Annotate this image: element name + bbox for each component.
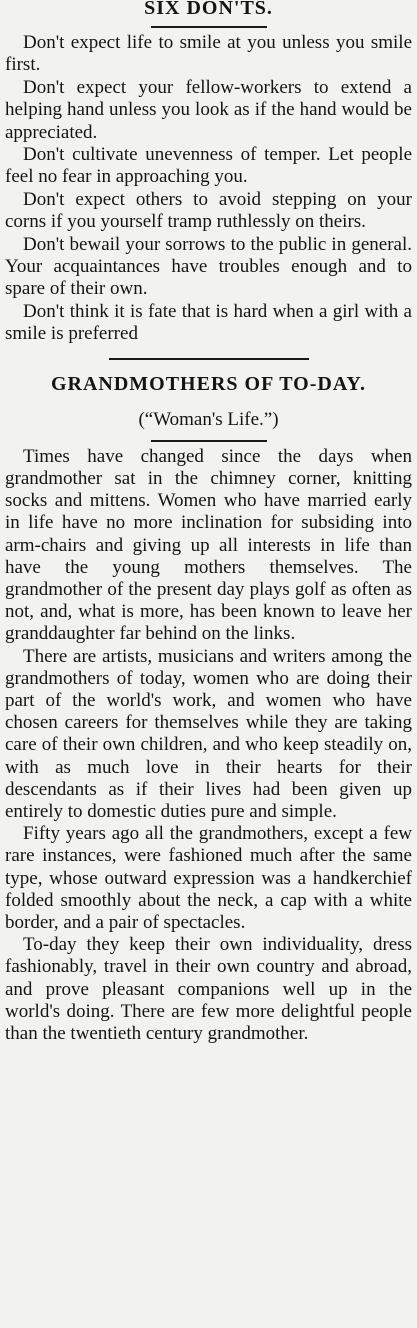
divider-rule (109, 358, 309, 360)
article-paragraph: Fifty years ago all the grandmothers, except a few rare instances, were fashioned much after the same type, whose outward expression was a handkerchief folded smoothly about the neck, a cap with a white border, and a pair of spectacles. (5, 823, 412, 933)
article-paragraph: To-day they keep their own individuality, dress fashionably, travel in their own country and abroad, and prove pleasant companions well up in the world's doing. There are few more delightful people than the twentieth century grandmother. (5, 934, 412, 1044)
article-six-donts (5, 0, 412, 346)
article-grandmothers (5, 372, 412, 1045)
article-paragraph: There are artists, musicians and writers among the grandmothers of today, women who are doing their part of the world's work, and women who have chosen careers for themselves while they are taking care of their own children, and who keep steadily on, with as much love in their hearts for their descendants as if their lives had been given up entirely to domestic duties pure and simple. (5, 645, 412, 822)
article-paragraph: Don't think it is fate that is hard when a girl with a smile is preferred (5, 300, 412, 345)
article-source-line: (“Woman's Life.”) (138, 408, 279, 430)
divider-rule (151, 440, 267, 442)
article-paragraph: Don't expect life to smile at you unless you smile first. (5, 32, 412, 76)
article-headline: SIX DON'TS. (144, 0, 273, 19)
article-paragraph: Times have changed since the days when grandmother sat in the chimney corner, knitting socks and mittens. Women who have married early in life have no more inclination for subsiding into arm-chairs and giving up all interests in life than have the young mothers themselves. The grandmother of the present day plays golf as often as not, and, what is more, has been known to leave her granddaughter far behind on the links. (5, 445, 412, 645)
article-paragraph: Don't expect others to avoid stepping on your corns if you yourself tramp ruthlessly on theirs. (5, 188, 412, 233)
article-paragraph: Don't bewail your sorrows to the public in general. Your acquaintances have troubles enough and to spare of their own. (5, 233, 412, 300)
article-paragraph: Don't expect your fellow-workers to extend a helping hand unless you look as if the hand would be appreciated. (5, 76, 412, 143)
article-paragraph: Don't cultivate unevenness of temper. Let people feel no fear in approaching you. (5, 144, 412, 188)
article-headline: GRANDMOTHERS OF TO-DAY. (50, 372, 367, 395)
divider-rule (151, 26, 267, 28)
